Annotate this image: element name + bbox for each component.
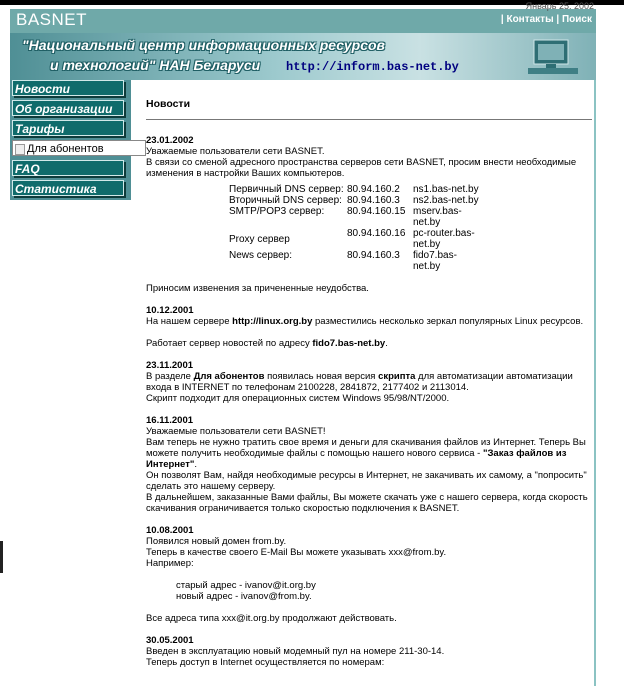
main-content [146, 99, 592, 668]
dns-host: ns1.bas-net.by [413, 184, 479, 195]
text-span: Вам теперь не нужно тратить свое время и деньги для скачивания файлов из Интернет. Теперь Вы можете получить необходимые файлы с помощью нашего нового сервиса - [146, 437, 586, 459]
news-text [146, 371, 592, 393]
page-title: Новости [146, 98, 191, 110]
news-text: новый адрес - ivanov@from.by. [176, 591, 312, 602]
dns-label: Вторичный DNS сервер: [229, 195, 342, 206]
text-span: появилась новая версия [264, 371, 379, 382]
news-text: Скрипт подходит для операционных систем Windows 95/98/NT/2000. [146, 393, 450, 404]
subscribers-link[interactable]: Для абонентов [193, 371, 265, 382]
dns-host: ns2.bas-net.by [413, 195, 479, 206]
sidebar-item-about[interactable]: Об организации [12, 100, 124, 116]
news-date: 10.12.2001 [146, 305, 194, 316]
right-divider [594, 80, 596, 686]
window-edge-marker [0, 541, 3, 573]
news-text [146, 437, 592, 470]
dns-host: pc-router.bas-net.by [413, 228, 475, 250]
news-text: Уважаемые пользователи сети BASNET. [146, 146, 325, 157]
news-date: 10.08.2001 [146, 525, 194, 536]
news-date: 30.05.2001 [146, 635, 194, 646]
news-text: Он позволят Вам, найдя необходимые ресурсы в Интернет, не закачивать их самому, а "попросить" сделать это нашему серверу. [146, 470, 587, 492]
news-text: Уважаемые пользователи сети BASNET! [146, 426, 326, 437]
sidebar-item-tariffs[interactable]: Тарифы [12, 120, 124, 136]
table-row [229, 206, 485, 228]
sidebar [10, 80, 131, 200]
table-row [229, 250, 485, 272]
text-span: для автоматизации автоматизации входа в INTERNET по телефонам 2100228, 2841872, 2177402 и 2113014. [146, 371, 573, 393]
news-item [146, 135, 592, 294]
sidebar-item-subscribers-label: Для абонентов [27, 143, 104, 155]
news-item [146, 305, 592, 349]
title-divider [146, 119, 592, 120]
news-text [146, 338, 592, 349]
top-bar [10, 1, 596, 33]
sidebar-item-news[interactable]: Новости [12, 80, 124, 96]
table-row [229, 228, 485, 250]
news-date: 16.11.2001 [146, 415, 194, 426]
news-text: Теперь доступ в Internet осуществляется по номерам: [146, 657, 385, 668]
news-text: Например: [146, 558, 194, 569]
top-links [501, 14, 592, 25]
text-span: . [385, 338, 388, 349]
sidebar-item-faq[interactable]: FAQ [12, 160, 124, 176]
dns-host: mserv.bas-net.by [413, 206, 462, 228]
news-item [146, 635, 592, 668]
dns-label: Proxy сервер [229, 233, 290, 245]
news-server-link[interactable]: fido7.bas-net.by [312, 338, 386, 349]
news-text: В связи со сменой адресного пространства серверов сети BASNET, просим внести необходимые изменения в настройки Ваших компьютеров. [146, 157, 577, 179]
dns-label: SMTP/POP3 сервер: [229, 206, 325, 217]
sidebar-item-subscribers[interactable] [12, 140, 146, 156]
dns-ip: 80.94.160.3 [347, 250, 400, 261]
news-text: Появился новый домен from.by. [146, 536, 287, 547]
linux-link[interactable]: http://linux.org.by [232, 316, 313, 327]
text-span: В разделе [146, 371, 194, 382]
news-text: Приносим извенения за причененные неудобства. [146, 283, 369, 294]
news-item [146, 415, 592, 514]
table-row [229, 184, 485, 195]
banner-title-line1: "Национальный центр информационных ресурсов [22, 37, 386, 53]
file-order-link[interactable]: "Заказ файлов из Интернет" [146, 448, 567, 470]
news-text: Все адреса типа xxx@it.org.by продолжают действовать. [146, 613, 397, 624]
table-row [229, 195, 485, 206]
text-span: разместились несколько зеркал популярных Linux ресурсов. [312, 316, 584, 327]
dns-ip: 80.94.160.16 [347, 228, 406, 239]
broken-image-icon [15, 144, 25, 155]
dns-label: Первичный DNS сервер: [229, 184, 344, 195]
text-span: Работает сервер новостей по адресу [146, 338, 313, 349]
text-span: На нашем сервере [146, 316, 233, 327]
banner-url[interactable]: http://inform.bas-net.by [286, 60, 459, 74]
dns-table [229, 184, 485, 272]
page-frame [10, 1, 596, 686]
news-item [146, 360, 592, 404]
script-link[interactable]: скрипта [378, 371, 416, 382]
computer-icon [520, 36, 590, 78]
sidebar-item-statistics[interactable]: Статистика [12, 180, 124, 196]
header-banner [10, 33, 596, 80]
dns-ip: 80.94.160.2 [347, 184, 400, 195]
news-text: Введен в эксплуатацию новый модемный пул на номере 211-30-14. [146, 646, 445, 657]
news-text: Теперь в качестве своего E-Mail Вы можете указывать xxx@from.by. [146, 547, 447, 558]
news-text: старый адрес - ivanov@it.org.by [176, 580, 316, 591]
news-item [146, 525, 592, 624]
contacts-link[interactable]: | Контакты [500, 14, 554, 25]
text-span: . [194, 459, 197, 470]
site-logo[interactable]: BASNET [16, 10, 88, 29]
news-date: 23.11.2001 [146, 360, 194, 371]
news-text [146, 316, 592, 327]
dns-ip: 80.94.160.15 [347, 206, 406, 217]
current-date: Январь 25. 2002 [525, 1, 594, 11]
news-date: 23.01.2002 [146, 135, 194, 146]
search-link[interactable]: | Поиск [556, 14, 592, 25]
dns-ip: 80.94.160.3 [347, 195, 400, 206]
dns-host: fido7.bas-net.by [413, 250, 457, 272]
banner-title-line2: и технологий" НАН Беларуси [50, 57, 261, 73]
news-text: В дальнейшем, заказанные Вами файлы, Вы можете скачать уже с нашего сервера, когда скорость скачивания ограничивается только скоростью подключения к BASNET. [146, 492, 588, 514]
dns-label: News сервер: [229, 250, 293, 261]
